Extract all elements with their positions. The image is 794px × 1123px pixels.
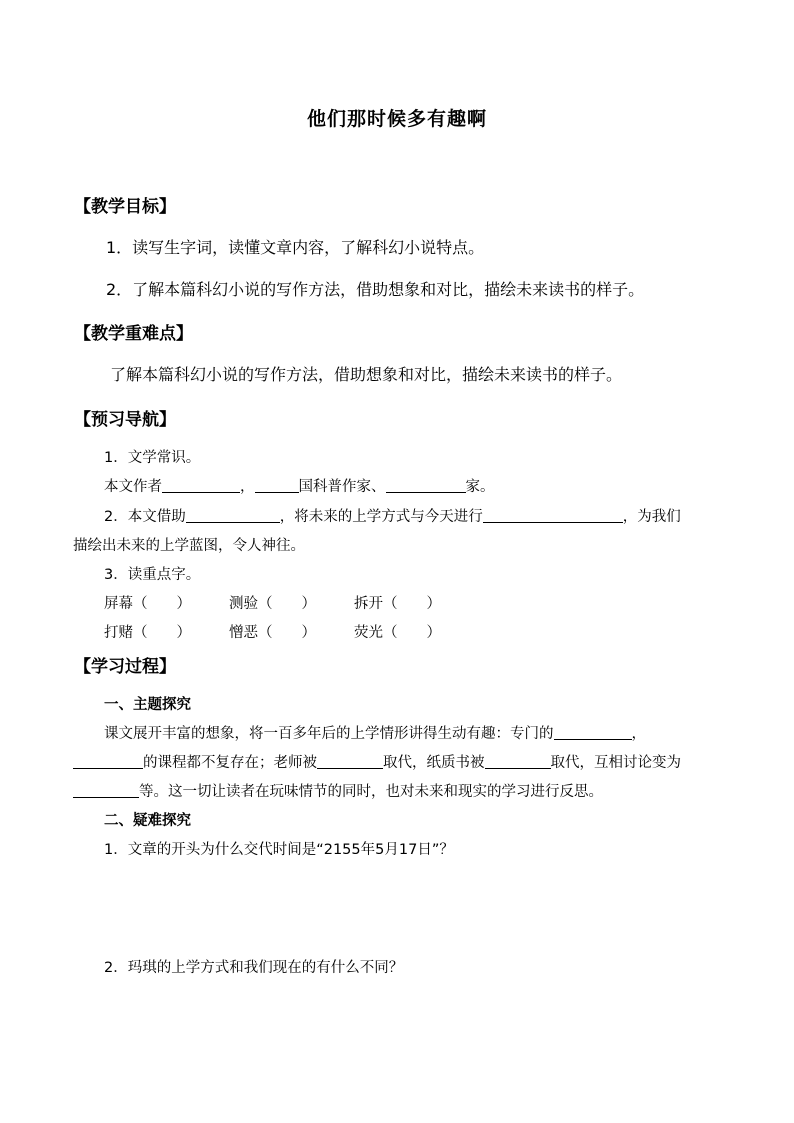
p2-text-b: 取代，纸质书被	[383, 755, 485, 771]
q1-text-author: 本文作者	[104, 479, 162, 495]
q1-text-end: 家。	[465, 479, 495, 495]
preview-heading: 【预习导航】	[74, 410, 176, 430]
process-p1-line3	[73, 780, 603, 801]
pinyin-paren[interactable]: （ ）	[383, 625, 441, 641]
q1-text-comma: ，	[240, 479, 255, 495]
goal-item-2: 2．了解本篇科幻小说的写作方法，借助想象和对比，描绘未来读书的样子。	[106, 280, 645, 299]
word-row-1	[104, 592, 441, 613]
word-item: 测验	[229, 596, 258, 612]
process-p1-line1	[104, 722, 646, 743]
preview-q3-title: 3．读重点字。	[104, 567, 201, 583]
blank-author[interactable]	[162, 478, 240, 493]
pinyin-paren[interactable]: （ ）	[258, 596, 316, 612]
q1-text-writer: 国科普作家、	[298, 479, 386, 495]
preview-q1-line	[104, 475, 495, 496]
blank-method[interactable]	[186, 508, 280, 523]
p2-text-c: 取代，互相讨论变为	[550, 755, 681, 771]
word-item: 荧光	[354, 625, 383, 641]
word-item: 打赌	[104, 625, 133, 641]
goals-heading: 【教学目标】	[74, 197, 176, 217]
p2-text-a: 的课程都不复存在；老师被	[143, 755, 317, 771]
preview-q2-line1	[104, 505, 681, 526]
process-part1-title: 一、主题探究	[104, 697, 191, 713]
p1-text-a: 课文展开丰富的想象，将一百多年后的上学情形讲得生动有趣：专门的	[104, 726, 554, 742]
process-heading: 【学习过程】	[74, 657, 176, 677]
pinyin-paren[interactable]: （ ）	[133, 596, 191, 612]
process-part2-title: 二、疑难探究	[104, 813, 191, 829]
blank-course-type[interactable]	[73, 754, 143, 769]
blank-discussion[interactable]	[73, 783, 139, 798]
blank-profession[interactable]	[386, 478, 466, 493]
preview-q1-title: 1．文学常识。	[104, 450, 201, 466]
p1-text-b: ，	[631, 726, 646, 742]
blank-compare[interactable]	[483, 508, 623, 523]
process-question-1: 1．文章的开头为什么交代时间是“2155年5月17日”？	[104, 842, 454, 858]
document-title: 他们那时候多有趣啊	[306, 108, 487, 130]
pinyin-paren[interactable]: （ ）	[383, 596, 441, 612]
q2-text-c: ，为我们	[622, 509, 681, 525]
process-question-2: 2．玛琪的上学方式和我们现在的有什么不同？	[104, 960, 404, 976]
process-p1-line2	[73, 751, 681, 772]
preview-q2-line2: 描绘出未来的上学蓝图，令人神往。	[73, 538, 305, 554]
key-points-heading: 【教学重难点】	[74, 324, 193, 344]
q2-text-b: ，将未来的上学方式与今天进行	[279, 509, 483, 525]
blank-special-course[interactable]	[554, 725, 632, 740]
blank-country[interactable]	[255, 478, 299, 493]
blank-book-replaced[interactable]	[485, 754, 551, 769]
word-row-2	[104, 621, 441, 642]
blank-teacher-replaced[interactable]	[317, 754, 383, 769]
goal-item-1: 1．读写生字词，读懂文章内容，了解科幻小说特点。	[106, 238, 485, 257]
word-item: 拆开	[354, 596, 383, 612]
q2-text-a: 2．本文借助	[104, 509, 186, 525]
pinyin-paren[interactable]: （ ）	[133, 625, 191, 641]
word-item: 屏幕	[104, 596, 133, 612]
word-item: 憎恶	[229, 625, 258, 641]
pinyin-paren[interactable]: （ ）	[258, 625, 316, 641]
key-points-text: 了解本篇科幻小说的写作方法，借助想象和对比，描绘未来读书的样子。	[110, 365, 623, 384]
p3-text-a: 等。这一切让读者在玩味情节的同时，也对未来和现实的学习进行反思。	[139, 784, 603, 800]
